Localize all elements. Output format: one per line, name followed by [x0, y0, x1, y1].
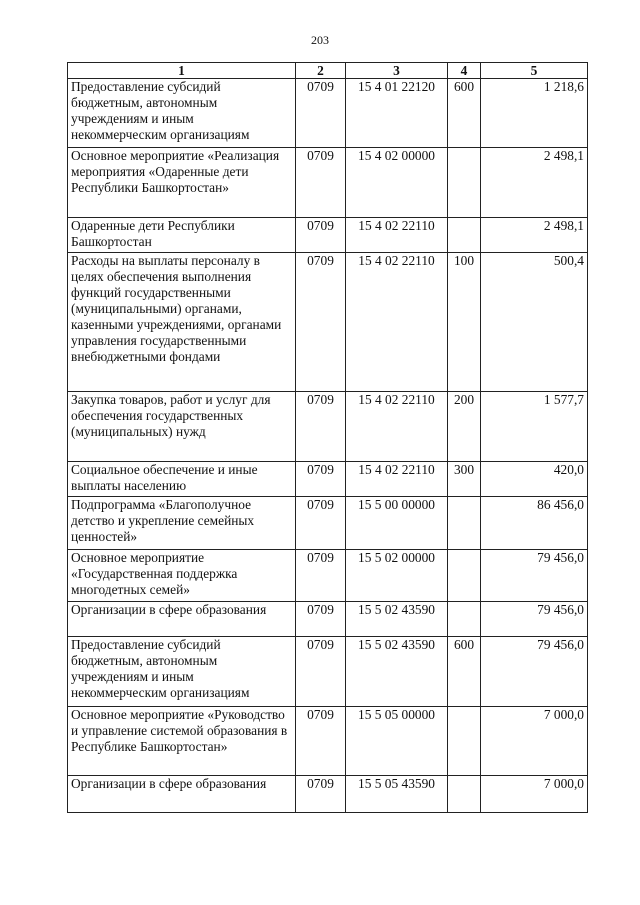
- row-section: 0709: [296, 637, 346, 707]
- row-name: Социальное обеспечение и иные выплаты населению: [68, 462, 296, 497]
- table-row: [68, 148, 588, 218]
- row-code: 15 4 02 22110: [346, 392, 448, 462]
- row-name: Основное мероприятие «Руководство и управление системой образования в Республике Башкортостан»: [68, 707, 296, 776]
- row-code: 15 4 02 22110: [346, 218, 448, 253]
- header-col-4: 4: [448, 63, 481, 79]
- row-amount: 7 000,0: [481, 776, 588, 813]
- table-row: [68, 497, 588, 550]
- row-name: Расходы на выплаты персоналу в целях обеспечения выполнения функций государственными (муниципальными) органами, казенными учреждениями, органами управления государственными внебюджетными фондами: [68, 253, 296, 392]
- row-name: Предоставление субсидий бюджетным, автономным учреждениям и иным некоммерческим организациям: [68, 79, 296, 148]
- table-body: [68, 79, 588, 813]
- row-section: 0709: [296, 497, 346, 550]
- row-amount: 1 218,6: [481, 79, 588, 148]
- row-amount: 2 498,1: [481, 218, 588, 253]
- row-name: Предоставление субсидий бюджетным, автономным учреждениям и иным некоммерческим организациям: [68, 637, 296, 707]
- row-code: 15 4 02 22110: [346, 253, 448, 392]
- row-section: 0709: [296, 392, 346, 462]
- row-amount: 79 456,0: [481, 550, 588, 602]
- header-col-5: 5: [481, 63, 588, 79]
- row-name: Закупка товаров, работ и услуг для обеспечения государственных (муниципальных) нужд: [68, 392, 296, 462]
- row-section: 0709: [296, 79, 346, 148]
- row-type: 600: [448, 79, 481, 148]
- header-col-2: 2: [296, 63, 346, 79]
- budget-table: [67, 62, 588, 813]
- row-amount: 79 456,0: [481, 637, 588, 707]
- row-section: 0709: [296, 602, 346, 637]
- row-code: 15 5 02 43590: [346, 637, 448, 707]
- row-code: 15 5 02 00000: [346, 550, 448, 602]
- row-name: Организации в сфере образования: [68, 776, 296, 813]
- row-type: [448, 550, 481, 602]
- row-section: 0709: [296, 253, 346, 392]
- table-row: [68, 218, 588, 253]
- row-type: [448, 148, 481, 218]
- header-col-1: 1: [68, 63, 296, 79]
- table-row: [68, 602, 588, 637]
- row-code: 15 4 02 22110: [346, 462, 448, 497]
- page-number: 203: [311, 33, 329, 47]
- row-type: [448, 707, 481, 776]
- row-amount: 86 456,0: [481, 497, 588, 550]
- row-amount: 2 498,1: [481, 148, 588, 218]
- table-row: [68, 79, 588, 148]
- row-section: 0709: [296, 218, 346, 253]
- table-row: [68, 462, 588, 497]
- row-amount: 420,0: [481, 462, 588, 497]
- row-amount: 7 000,0: [481, 707, 588, 776]
- row-name: Основное мероприятие «Реализация мероприятия «Одаренные дети Республики Башкортостан»: [68, 148, 296, 218]
- row-name: Подпрограмма «Благополучное детство и укрепление семейных ценностей»: [68, 497, 296, 550]
- row-type: [448, 218, 481, 253]
- row-type: 100: [448, 253, 481, 392]
- table-row: [68, 707, 588, 776]
- row-section: 0709: [296, 550, 346, 602]
- row-name: Одаренные дети Республики Башкортостан: [68, 218, 296, 253]
- table-row: [68, 392, 588, 462]
- row-type: 300: [448, 462, 481, 497]
- row-code: 15 5 02 43590: [346, 602, 448, 637]
- table-row: [68, 776, 588, 813]
- row-amount: 79 456,0: [481, 602, 588, 637]
- table-row: [68, 253, 588, 392]
- row-type: [448, 776, 481, 813]
- table-row: [68, 637, 588, 707]
- header-col-3: 3: [346, 63, 448, 79]
- row-amount: 500,4: [481, 253, 588, 392]
- row-type: [448, 602, 481, 637]
- row-section: 0709: [296, 462, 346, 497]
- row-type: [448, 497, 481, 550]
- row-amount: 1 577,7: [481, 392, 588, 462]
- row-code: 15 5 05 43590: [346, 776, 448, 813]
- row-section: 0709: [296, 707, 346, 776]
- row-section: 0709: [296, 776, 346, 813]
- row-code: 15 5 05 00000: [346, 707, 448, 776]
- row-type: 200: [448, 392, 481, 462]
- table-header-row: [68, 63, 588, 79]
- row-code: 15 4 02 00000: [346, 148, 448, 218]
- row-section: 0709: [296, 148, 346, 218]
- row-type: 600: [448, 637, 481, 707]
- row-name: Основное мероприятие «Государственная поддержка многодетных семей»: [68, 550, 296, 602]
- table-row: [68, 550, 588, 602]
- row-code: 15 5 00 00000: [346, 497, 448, 550]
- row-name: Организации в сфере образования: [68, 602, 296, 637]
- row-code: 15 4 01 22120: [346, 79, 448, 148]
